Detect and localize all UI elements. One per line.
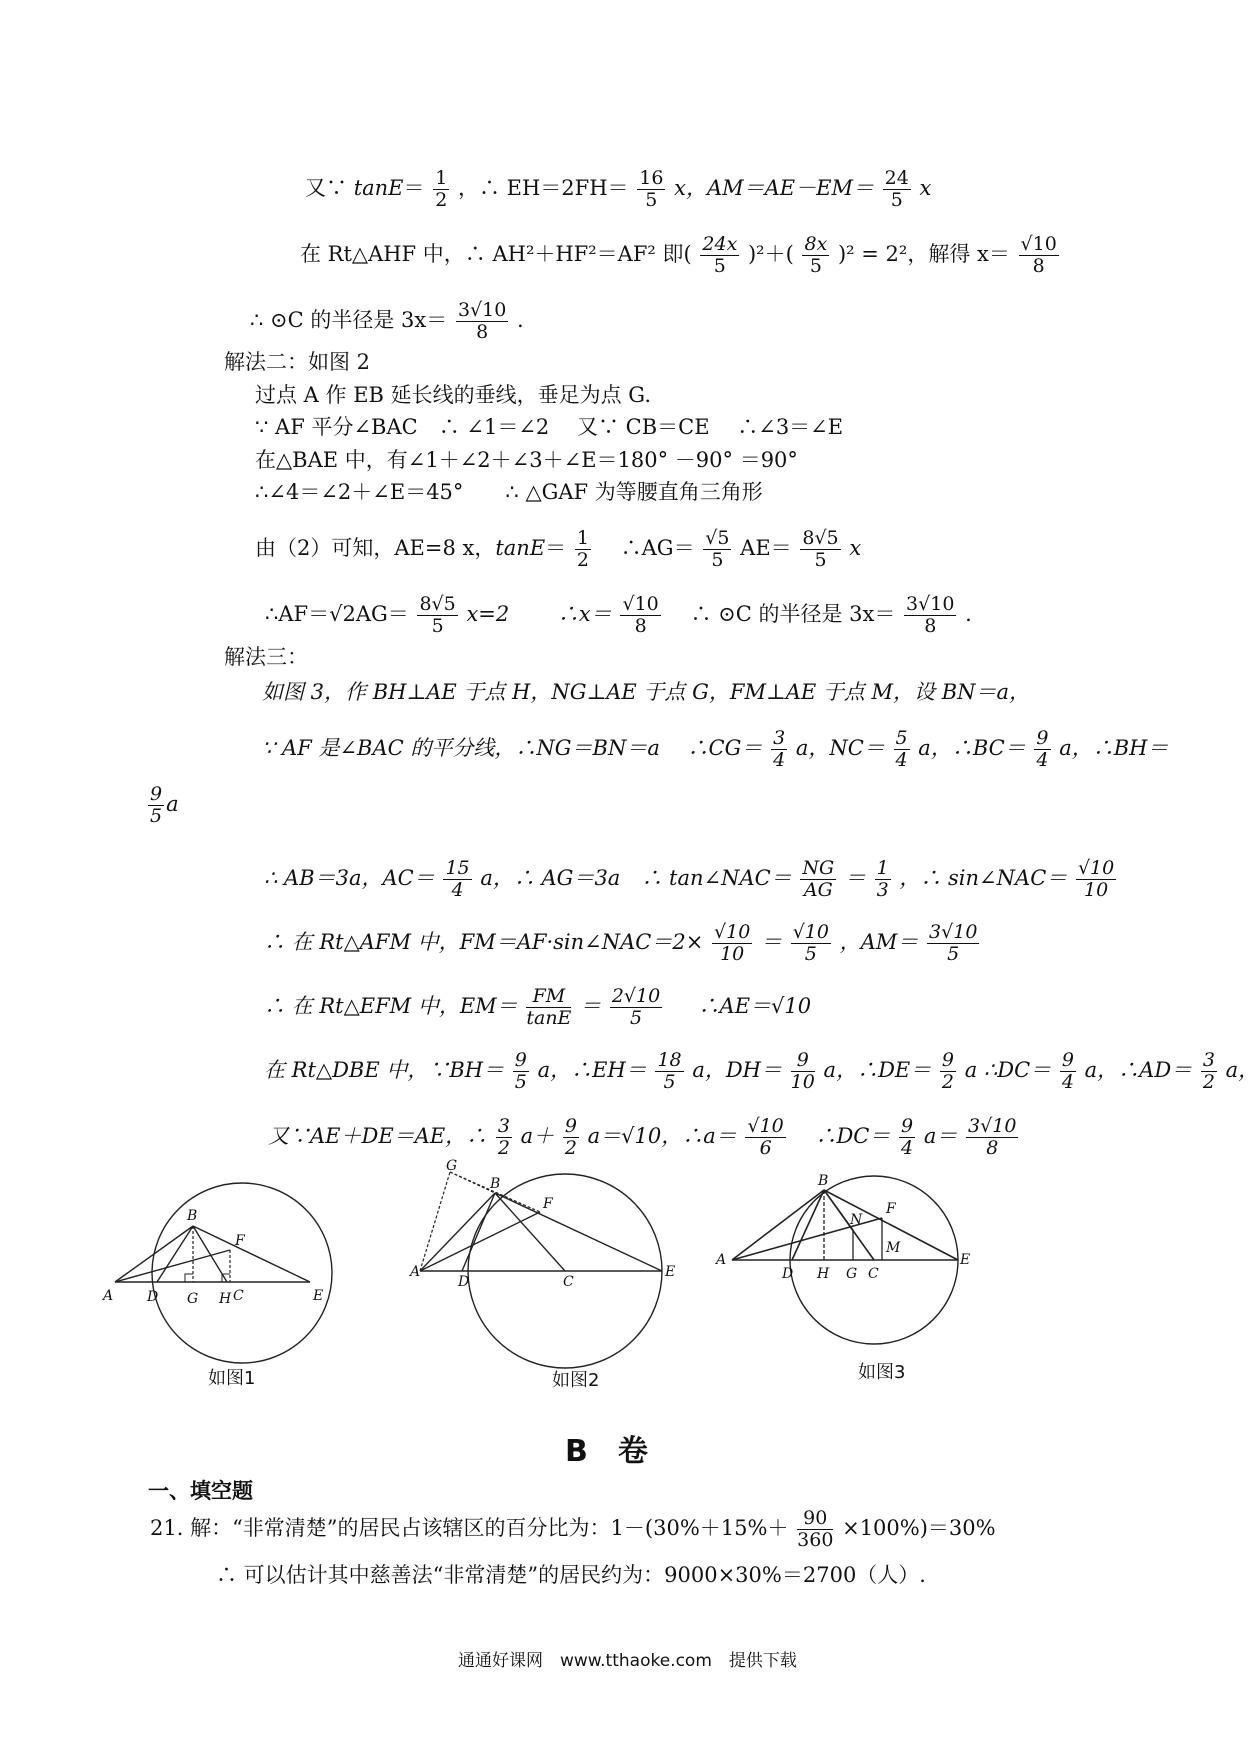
line-5: 过点 A 作 EB 延长线的垂线，垂足为点 G. bbox=[255, 383, 652, 407]
fig3-label-g: G bbox=[846, 1266, 858, 1282]
fig2-label-a: A bbox=[410, 1264, 421, 1280]
line-13: ∵ AF 是∠BAC 的平分线，∴NG＝BN＝a ∴CG＝ $\frac{3}{4}$ a，NC＝ $\frac{5}{4}$ a，∴BC＝ $\frac{9}{4}$ a，∴BH＝ bbox=[262, 727, 1169, 771]
q21-line-1: 21. 解：“非常清楚”的居民占该辖区的百分比为：1－(30%＋15%＋ $\frac{90}{360}$ ×100%)＝30% bbox=[150, 1507, 996, 1551]
fig1-label-f: F bbox=[235, 1233, 245, 1249]
fig3-label-d: D bbox=[782, 1266, 794, 1282]
fig2-label-f: F bbox=[543, 1196, 553, 1212]
line-11: 解法三： bbox=[224, 645, 308, 669]
line-8: ∴∠4＝∠2＋∠E＝45° ∴ △GAF 为等腰直角三角形 bbox=[255, 480, 763, 504]
line-14: ∴ AB＝3a，AC＝ $\frac{15}{4}$ a，∴ AG＝3a ∴ tan∠NAC＝ $\frac{NG}{AG}$ ＝ $\frac{1}{3}$ ，∴ sin∠NAC＝ $\frac{√10}{10}$ bbox=[264, 857, 1115, 901]
fig2-line-af bbox=[420, 1212, 540, 1271]
line-16: ∴ 在 Rt△EFM 中，EM＝ $\frac{FM}{\tan E}$ ＝ $\frac{2√10}{5}$ ∴AE＝√10 bbox=[264, 985, 812, 1029]
fig1-label-b: B bbox=[187, 1208, 198, 1224]
line-12: 如图 3，作 BH⊥AE 于点 H，NG⊥AE 于点 G，FM⊥AE 于点 M，设 BN＝a， bbox=[262, 680, 1031, 704]
fig1-label-e: E bbox=[313, 1288, 324, 1304]
section-b-title: B 卷 bbox=[565, 1434, 648, 1469]
footer-text: 通通好课网 www.tthaoke.com 提供下载 bbox=[458, 1651, 797, 1671]
line-6: ∵ AF 平分∠BAC ∴ ∠1＝∠2 又∵ CB＝CE ∴∠3＝∠E bbox=[255, 415, 844, 439]
line-3: ∴ ⊙C 的半径是 3x＝ $\frac{3√10}{8}$ . bbox=[250, 299, 524, 343]
fig1-label-g: G bbox=[187, 1291, 199, 1307]
fig2-line-bc bbox=[495, 1193, 565, 1271]
fig3-line-bn bbox=[824, 1190, 853, 1230]
fig2-label-d: D bbox=[458, 1274, 470, 1290]
fig1-circle bbox=[152, 1183, 332, 1363]
fig3-label-b: B bbox=[818, 1173, 829, 1189]
fig2-label-g: G bbox=[446, 1158, 458, 1174]
fig2-label-b: B bbox=[490, 1176, 501, 1192]
fig3-line-ab bbox=[732, 1190, 824, 1260]
fig2-label-e: E bbox=[665, 1264, 676, 1280]
fig2-label-c: C bbox=[563, 1274, 574, 1290]
fig1-label-c: C bbox=[233, 1288, 244, 1304]
fig1-line-ab bbox=[115, 1226, 193, 1282]
fig2-line-be bbox=[495, 1193, 662, 1271]
line-7: 在△BAE 中，有∠1＋∠2＋∠3＋∠E＝180° －90° ＝90° bbox=[255, 448, 798, 472]
line-9: 由（2）可知，AE=8 x，tanE＝ $\frac{1}{2}$ ∴AG＝ $\frac{√5}{5}$ AE＝ $\frac{8√5}{5}$ x bbox=[255, 527, 862, 571]
figure-3 bbox=[710, 1168, 975, 1358]
line-1: 又∵ tanE＝ $\frac{1}{2}$ ，∴ EH＝2FH＝ $\frac{16}{5}$ x，AM＝AE－EM＝ $\frac{24}{5}$ x bbox=[305, 167, 932, 211]
line-15: ∴ 在 Rt△AFM 中，FM＝AF·sin∠NAC＝2× $\frac{√10}{10}$ ＝ $\frac{√10}{5}$ ，AM＝ $\frac{3√10}{5}$ bbox=[264, 921, 978, 965]
fig1-line-af bbox=[115, 1250, 230, 1282]
fig2-caption: 如图2 bbox=[552, 1370, 600, 1391]
fig1-caption: 如图1 bbox=[208, 1368, 256, 1389]
fig1-label-a: A bbox=[103, 1288, 114, 1304]
fig3-caption: 如图3 bbox=[858, 1362, 906, 1383]
fig3-label-a: A bbox=[716, 1252, 727, 1268]
fig2-line-bd bbox=[462, 1193, 495, 1271]
fig3-label-c: C bbox=[868, 1266, 879, 1282]
fig3-label-h: H bbox=[817, 1266, 830, 1282]
section-fill-heading: 一、填空题 bbox=[148, 1479, 253, 1503]
line-2: 在 Rt△AHF 中，∴ AH²＋HF²＝AF² 即( $\frac{24x}{5}$ )²＋( $\frac{8x}{5}$ )² = 2²，解得 x＝ $\frac{√10}{8}$ bbox=[300, 233, 1057, 277]
fig1-label-d: D bbox=[147, 1289, 159, 1305]
line-13-cont: $\frac{9}{5}$ a bbox=[150, 783, 179, 827]
fig1-label-h: H bbox=[219, 1291, 232, 1307]
line-17: 在 Rt△DBE 中，∵BH＝ $\frac{9}{5}$ a，∴EH＝ $\frac{18}{5}$ a，DH＝ $\frac{9}{10}$ a，∴DE＝ $\frac{9}{2}$ a ∴DC＝ $\frac{9}{4}$ a，∴AD＝ $\frac{3}{2}$ a， bbox=[264, 1049, 1259, 1093]
fig3-label-e: E bbox=[960, 1252, 971, 1268]
line-4: 解法二：如图 2 bbox=[224, 350, 371, 374]
q21-line-2: ∴ 可以估计其中慈善法“非常清楚”的居民约为：9000×30%＝2700（人）. bbox=[216, 1563, 926, 1587]
line-18: 又∵AE＋DE＝AE，∴ $\frac{3}{2}$ a＋ $\frac{9}{2}$ a＝√10，∴a＝ $\frac{√10}{6}$ ∴DC＝ $\frac{9}{4}$ a＝ $\frac{3√10}{8}$ bbox=[268, 1115, 1017, 1159]
fig3-label-f: F bbox=[886, 1201, 896, 1217]
line-10: ∴AF＝√2AG＝ $\frac{8√5}{5}$ x=2 ∴x＝ $\frac{√10}{8}$ ∴ ⊙C 的半径是 3x＝ $\frac{3√10}{8}$ . bbox=[265, 593, 972, 637]
figure-2 bbox=[410, 1160, 675, 1370]
fig3-label-n: N bbox=[850, 1212, 863, 1228]
fig3-line-bd bbox=[792, 1190, 824, 1260]
fig1-right-angle-g bbox=[185, 1274, 193, 1282]
fig3-label-m: M bbox=[886, 1240, 901, 1256]
figure-1 bbox=[105, 1170, 335, 1370]
